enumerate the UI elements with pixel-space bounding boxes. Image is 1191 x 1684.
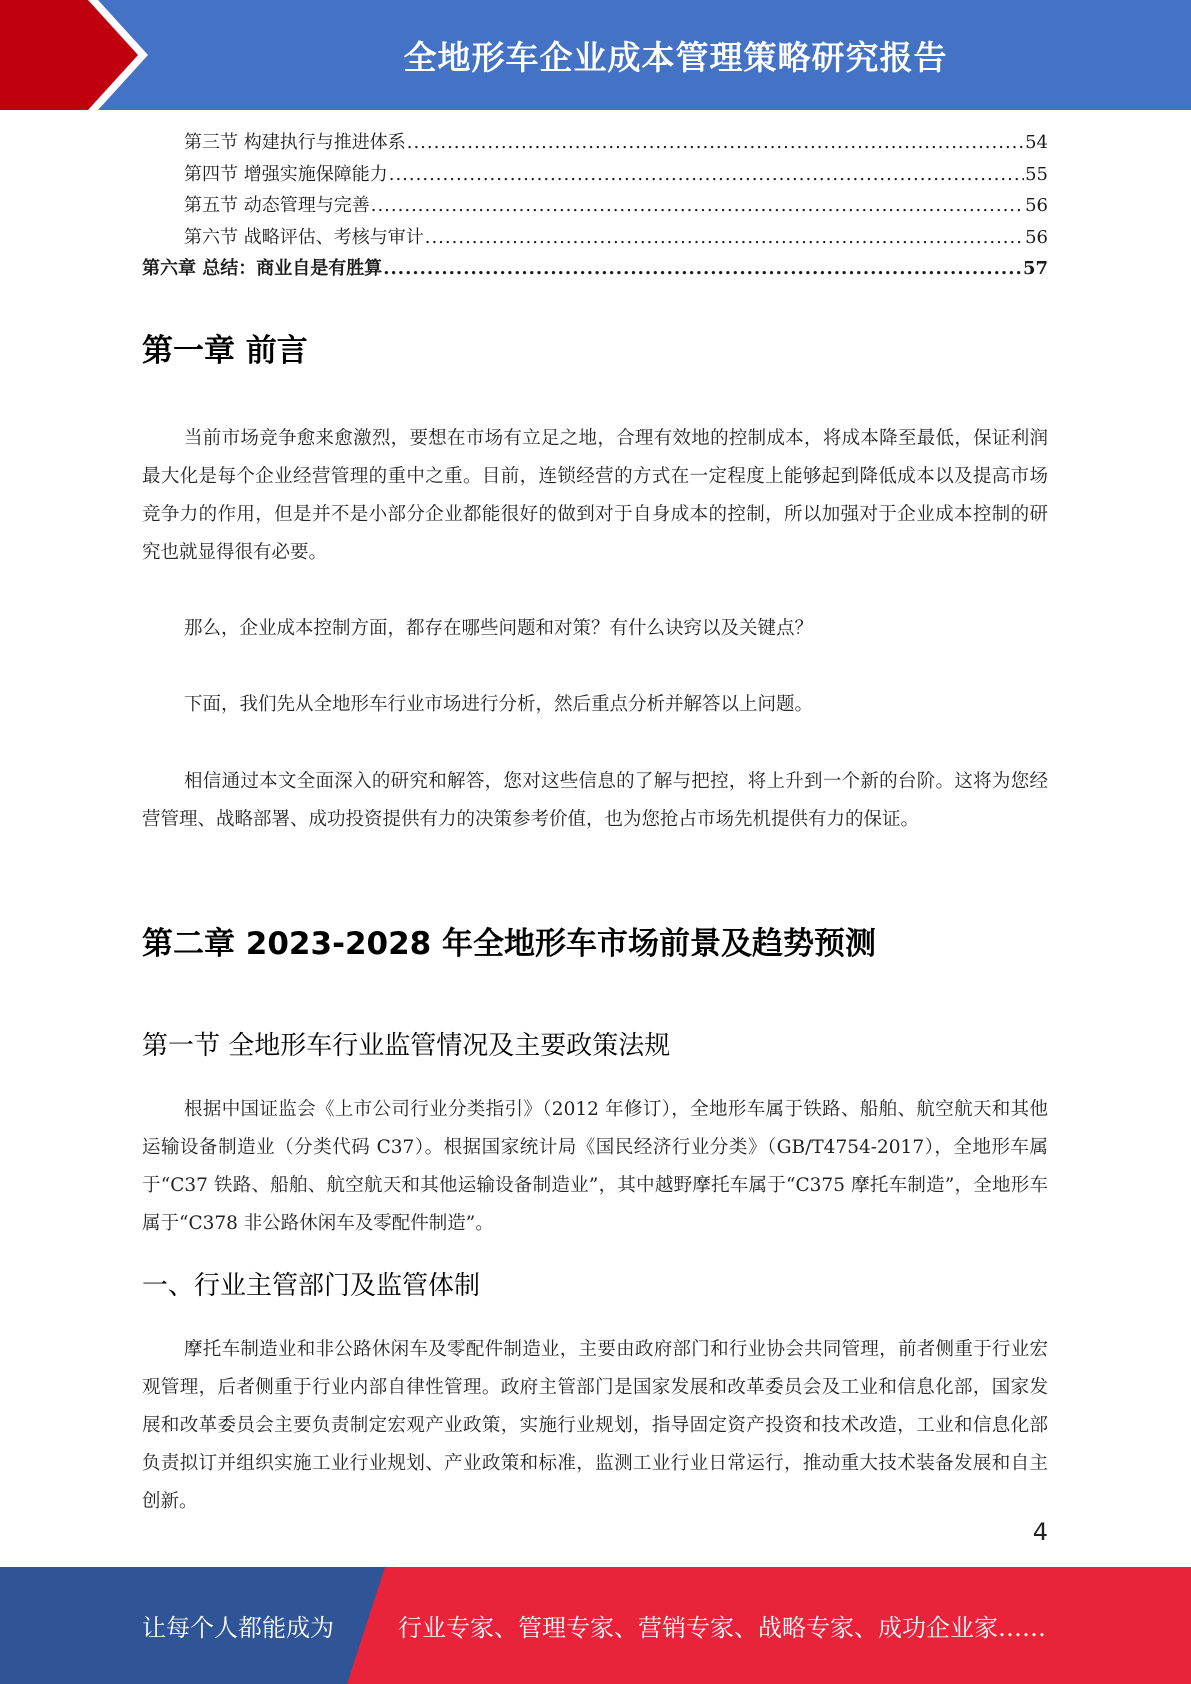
subsection-1-paragraph: 摩托车制造业和非公路休闲车及零配件制造业，主要由政府部门和行业协会共同管理，前者侧重于行业宏观管理，后者侧重于行业内部自律性管理。政府主管部门是国家发展和改革委员会及工业和信息化部，国家发展和改革委员会主要负责制定宏观产业政策，实施行业规划，指导固定资产投资和技术改造，工业和信息化部负责拟订并组织实施工业行业规划、产业政策和标准，监测工业行业日常运行，推动重大技术装备发展和自主创新。 (142, 1339, 1048, 1512)
toc-entry[interactable] (142, 191, 1048, 223)
report-title: 全地形车企业成本管理策略研究报告 (403, 37, 948, 77)
section-1-paragraph: 根据中国证监会《上市公司行业分类指引》（2012 年修订），全地形车属于铁路、船舶、航空航天和其他运输设备制造业（分类代码 C37）。根据国家统计局《国民经济行业分类》（GB/T4754-2017），全地形车属于“C37 铁路、船舶、航空航天和其他运输设备制造业”，其中越野摩托车属于“C375 摩托车制造”，全地形车属于“C378 非公路休闲车及零配件制造”。 (142, 1099, 1048, 1234)
toc-entry-page: 56 (1025, 226, 1048, 248)
toc-leader-dots (425, 227, 1024, 248)
toc-entry-label: 第四节 增强实施保障能力 (184, 163, 388, 185)
chapter-1-paragraph: 相信通过本文全面深入的研究和解答，您对这些信息的了解与把控，将上升到一个新的台阶。这将为您经营管理、战略部署、成功投资提供有力的决策参考价值，也为您抢占市场先机提供有力的保证。 (142, 771, 1048, 830)
toc-entry-label: 第三节 构建执行与推进体系 (184, 132, 406, 153)
toc-entry-label: 第六章 总结：商业自是有胜算 (142, 258, 383, 279)
toc-entry-label: 第六节 战略评估、考核与审计 (184, 226, 424, 248)
toc-entry[interactable] (142, 223, 1048, 255)
chapter-2-heading: 第二章 2023-2028 年全地形车市场前景及趋势预测 (142, 926, 877, 962)
footer-slogan-right: 行业专家、管理专家、营销专家、战略专家、成功企业家…… (398, 1614, 1046, 1642)
page-header (0, 0, 1191, 110)
toc-leader-dots (383, 258, 1022, 279)
toc-entry[interactable] (142, 128, 1048, 160)
toc-entry-page: 57 (1022, 258, 1048, 279)
toc-leader-dots (389, 164, 1024, 185)
toc-entry-chapter[interactable] (142, 254, 1048, 286)
chapter-1-paragraph: 下面，我们先从全地形车行业市场进行分析，然后重点分析并解答以上问题。 (184, 694, 814, 715)
page-footer (0, 1567, 1191, 1684)
subsection-1-heading: 一、行业主管部门及监管体制 (142, 1271, 481, 1301)
page-number: 4 (1032, 1518, 1048, 1546)
chapter-1-paragraph: 那么，企业成本控制方面，都存在哪些问题和对策？有什么诀窍以及关键点？ (184, 618, 814, 639)
chapter-1-heading: 第一章 前言 (142, 333, 308, 369)
toc-entry-page: 54 (1025, 132, 1048, 153)
toc-leader-dots (371, 195, 1024, 216)
section-1-heading: 第一节 全地形车行业监管情况及主要政策法规 (142, 1031, 671, 1061)
toc-entry-page: 56 (1025, 195, 1048, 216)
toc-entry[interactable] (142, 160, 1048, 192)
toc-entry-label: 第五节 动态管理与完善 (184, 195, 370, 216)
footer-slogan-left: 让每个人都能成为 (142, 1614, 334, 1642)
toc-leader-dots (407, 132, 1024, 153)
chapter-1-paragraph: 当前市场竞争愈来愈激烈，要想在市场有立足之地，合理有效地的控制成本，将成本降至最低，保证利润最大化是每个企业经营管理的重中之重。目前，连锁经营的方式在一定程度上能够起到降低成本以及提高市场竞争力的作用，但是并不是小部分企业都能很好的做到对于自身成本的控制，所以加强对于企业成本控制的研究也就显得很有必要。 (142, 428, 1048, 563)
toc-entry-page: 55 (1025, 163, 1048, 185)
header-chevron-decoration (0, 0, 150, 110)
table-of-contents (142, 128, 1048, 286)
